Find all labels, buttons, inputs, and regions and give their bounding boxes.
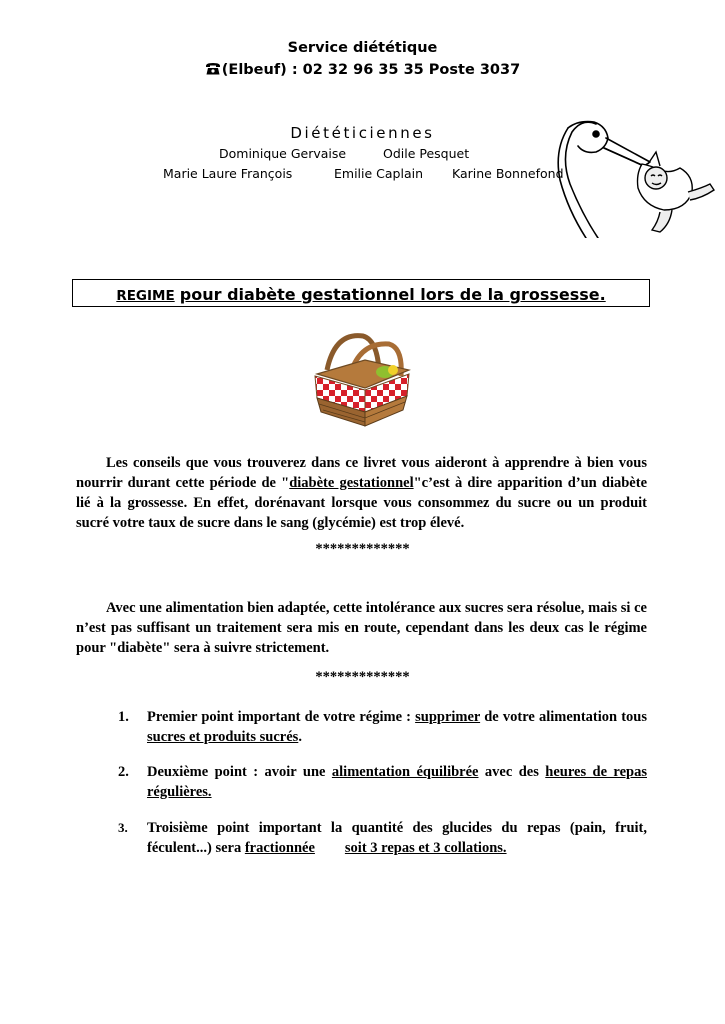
list-underlined: alimentation équilibrée — [331, 764, 479, 780]
title-rest: pour diabète gestationnel lors de la grossesse. — [179, 285, 606, 304]
second-paragraph: Avec une alimentation bien adaptée, cette intolérance aux sucres sera résolue, mais si ce n’est pas suffisant un traitement sera mis en route, cependant dans les deux cas le régime pour "diabète" sera à suivre strictement. — [76, 600, 647, 656]
list-text-part: de votre alimentation tous — [480, 709, 647, 725]
list-text — [147, 762, 647, 802]
list-text-part: Deuxième point : avoir une — [147, 764, 332, 780]
list-text-part: avec des — [478, 764, 546, 780]
phone-text: (Elbeuf) : 02 32 96 35 35 Poste 3037 — [221, 62, 521, 78]
intro-text-start: Les conseils que vous trouverez dans ce livret vous aideront à apprendre à bien vous nourrir durant cette période de " — [76, 455, 647, 491]
list-underlined: sucres et produits sucrés — [147, 729, 299, 745]
dietician-name: Emilie Caplain — [334, 166, 424, 181]
separator: ************* — [315, 669, 410, 685]
list-underlined: soit 3 repas et 3 collations. — [344, 840, 507, 856]
list-number: 1. — [118, 709, 129, 725]
intro-text-end: "c’est à dire apparition d’un diabète lié à la grossesse. En effet, dorénavant lorsque vous consommez du sucre ou un produit sucré votre taux de sucre dans le sang (glycémie) est trop élevé. — [76, 475, 647, 531]
dietician-name: Marie Laure François — [163, 166, 293, 181]
list-text-part: Premier point important de votre régime : — [147, 709, 416, 725]
dietician-name: Karine Bonnefond — [452, 166, 564, 181]
service-title: Service diététique — [287, 40, 438, 56]
list-text — [147, 707, 647, 747]
separator: ************* — [315, 541, 410, 557]
list-underlined: fractionnée — [244, 840, 315, 856]
dietician-name: Dominique Gervaise — [219, 146, 347, 161]
picnic-basket-illustration — [305, 330, 415, 430]
intro-underlined: diabète gestationnel — [289, 475, 414, 491]
phone-line — [0, 62, 725, 78]
list-underlined: heures de repas régulières. — [147, 764, 647, 800]
list-number: 3. — [118, 820, 128, 835]
document-title — [72, 279, 650, 307]
list-text — [147, 818, 647, 858]
intro-paragraph — [76, 453, 647, 533]
dieticians-heading: Diététiciennes — [290, 124, 435, 142]
dietician-name: Odile Pesquet — [383, 146, 470, 161]
list-text-part: . — [298, 729, 302, 745]
telephone-icon — [205, 62, 221, 75]
list-text-part: Troisième point important la quantité des glucides du repas (pain, fruit, féculent...) sera — [147, 820, 647, 856]
title-regime: REGIME — [116, 288, 175, 304]
list-number: 2. — [118, 764, 129, 780]
stork-carrying-baby-illustration — [552, 114, 720, 238]
list-underlined: supprimer — [415, 709, 481, 725]
